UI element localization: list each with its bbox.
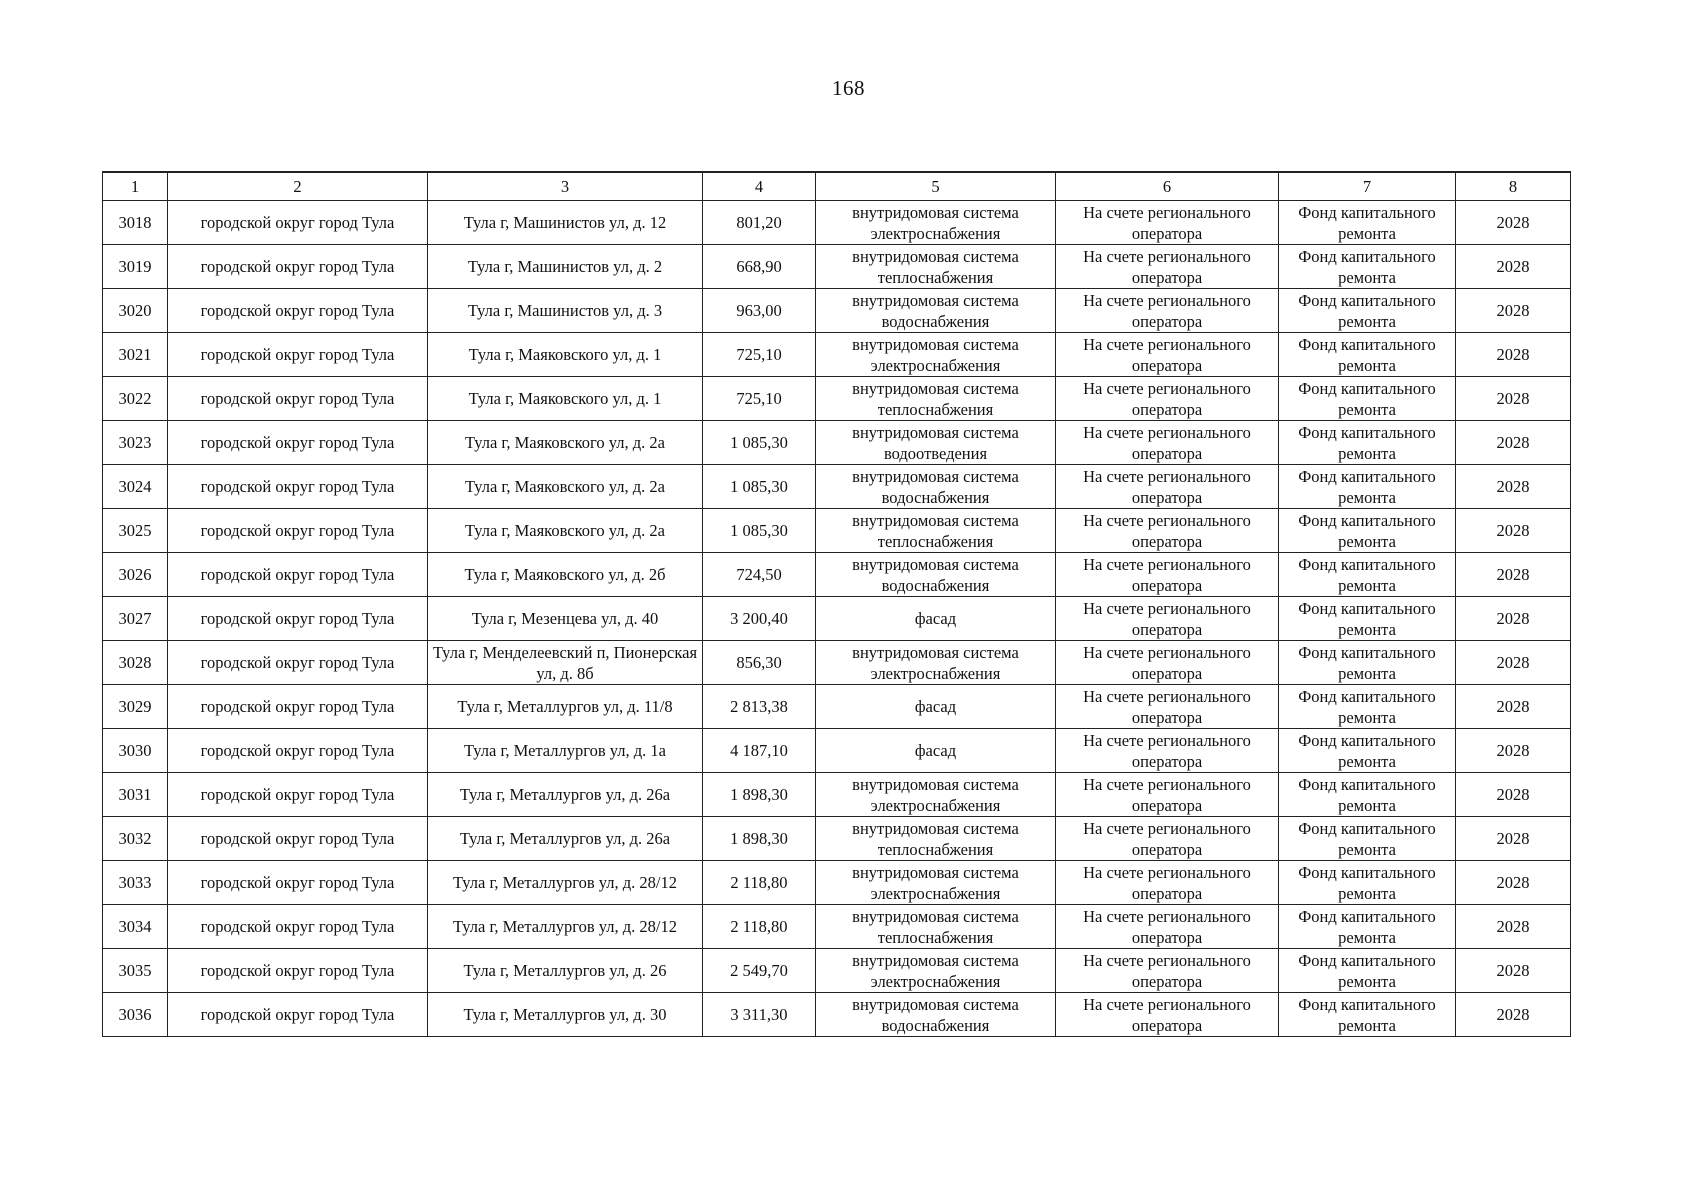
area-cell: 1 085,30: [703, 509, 816, 553]
year-cell: 2028: [1456, 817, 1571, 861]
table-row: [103, 729, 1571, 773]
table-row: [103, 817, 1571, 861]
row-number-cell: 3032: [103, 817, 168, 861]
work-type-cell: внутридомовая система электроснабжения: [816, 201, 1056, 245]
municipality-cell: городской округ город Тула: [168, 553, 428, 597]
area-cell: 1 085,30: [703, 421, 816, 465]
area-cell: 2 118,80: [703, 861, 816, 905]
address-cell: Тула г, Металлургов ул, д. 30: [428, 993, 703, 1037]
table-row: [103, 905, 1571, 949]
funding-source-cell: Фонд капитального ремонта: [1279, 773, 1456, 817]
address-cell: Тула г, Мезенцева ул, д. 40: [428, 597, 703, 641]
column-header-7: 7: [1279, 172, 1456, 201]
area-cell: 963,00: [703, 289, 816, 333]
municipality-cell: городской округ город Тула: [168, 729, 428, 773]
funding-source-cell: Фонд капитального ремонта: [1279, 905, 1456, 949]
column-header-5: 5: [816, 172, 1056, 201]
work-type-cell: внутридомовая система теплоснабжения: [816, 245, 1056, 289]
table-row: [103, 993, 1571, 1037]
municipality-cell: городской округ город Тула: [168, 333, 428, 377]
funding-source-cell: Фонд капитального ремонта: [1279, 949, 1456, 993]
work-type-cell: внутридомовая система теплоснабжения: [816, 377, 1056, 421]
work-type-cell: внутридомовая система электроснабжения: [816, 861, 1056, 905]
area-cell: 1 085,30: [703, 465, 816, 509]
year-cell: 2028: [1456, 861, 1571, 905]
funding-source-cell: Фонд капитального ремонта: [1279, 245, 1456, 289]
municipality-cell: городской округ город Тула: [168, 245, 428, 289]
repair-schedule-table: [102, 171, 1571, 1037]
funding-source-cell: Фонд капитального ремонта: [1279, 377, 1456, 421]
address-cell: Тула г, Маяковского ул, д. 2а: [428, 421, 703, 465]
work-type-cell: внутридомовая система теплоснабжения: [816, 905, 1056, 949]
year-cell: 2028: [1456, 641, 1571, 685]
work-type-cell: внутридомовая система теплоснабжения: [816, 817, 1056, 861]
row-number-cell: 3035: [103, 949, 168, 993]
column-header-2: 2: [168, 172, 428, 201]
work-type-cell: внутридомовая система водоснабжения: [816, 993, 1056, 1037]
table-row: [103, 509, 1571, 553]
row-number-cell: 3031: [103, 773, 168, 817]
year-cell: 2028: [1456, 553, 1571, 597]
address-cell: Тула г, Маяковского ул, д. 2а: [428, 509, 703, 553]
column-header-8: 8: [1456, 172, 1571, 201]
address-cell: Тула г, Металлургов ул, д. 26а: [428, 817, 703, 861]
fund-location-cell: На счете регионального оператора: [1056, 773, 1279, 817]
work-type-cell: внутридомовая система электроснабжения: [816, 949, 1056, 993]
municipality-cell: городской округ город Тула: [168, 773, 428, 817]
municipality-cell: городской округ город Тула: [168, 597, 428, 641]
fund-location-cell: На счете регионального оператора: [1056, 553, 1279, 597]
header-row: [103, 172, 1571, 201]
table-row: [103, 597, 1571, 641]
fund-location-cell: На счете регионального оператора: [1056, 245, 1279, 289]
year-cell: 2028: [1456, 685, 1571, 729]
table-row: [103, 553, 1571, 597]
fund-location-cell: На счете регионального оператора: [1056, 641, 1279, 685]
municipality-cell: городской округ город Тула: [168, 949, 428, 993]
fund-location-cell: На счете регионального оператора: [1056, 377, 1279, 421]
column-header-4: 4: [703, 172, 816, 201]
table-row: [103, 333, 1571, 377]
fund-location-cell: На счете регионального оператора: [1056, 465, 1279, 509]
row-number-cell: 3027: [103, 597, 168, 641]
municipality-cell: городской округ город Тула: [168, 817, 428, 861]
address-cell: Тула г, Машинистов ул, д. 12: [428, 201, 703, 245]
work-type-cell: внутридомовая система водоснабжения: [816, 289, 1056, 333]
municipality-cell: городской округ город Тула: [168, 993, 428, 1037]
table-row: [103, 289, 1571, 333]
row-number-cell: 3024: [103, 465, 168, 509]
area-cell: 856,30: [703, 641, 816, 685]
area-cell: 2 118,80: [703, 905, 816, 949]
row-number-cell: 3036: [103, 993, 168, 1037]
fund-location-cell: На счете регионального оператора: [1056, 289, 1279, 333]
table-row: [103, 377, 1571, 421]
column-header-1: 1: [103, 172, 168, 201]
fund-location-cell: На счете регионального оператора: [1056, 597, 1279, 641]
year-cell: 2028: [1456, 597, 1571, 641]
area-cell: 668,90: [703, 245, 816, 289]
table-body: [103, 201, 1571, 1037]
fund-location-cell: На счете регионального оператора: [1056, 685, 1279, 729]
row-number-cell: 3018: [103, 201, 168, 245]
work-type-cell: внутридомовая система электроснабжения: [816, 773, 1056, 817]
address-cell: Тула г, Маяковского ул, д. 2а: [428, 465, 703, 509]
fund-location-cell: На счете регионального оператора: [1056, 949, 1279, 993]
year-cell: 2028: [1456, 509, 1571, 553]
funding-source-cell: Фонд капитального ремонта: [1279, 509, 1456, 553]
municipality-cell: городской округ город Тула: [168, 421, 428, 465]
work-type-cell: внутридомовая система водоотведения: [816, 421, 1056, 465]
funding-source-cell: Фонд капитального ремонта: [1279, 729, 1456, 773]
row-number-cell: 3023: [103, 421, 168, 465]
table-row: [103, 949, 1571, 993]
fund-location-cell: На счете регионального оператора: [1056, 993, 1279, 1037]
fund-location-cell: На счете регионального оператора: [1056, 817, 1279, 861]
municipality-cell: городской округ город Тула: [168, 465, 428, 509]
funding-source-cell: Фонд капитального ремонта: [1279, 289, 1456, 333]
fund-location-cell: На счете регионального оператора: [1056, 421, 1279, 465]
work-type-cell: фасад: [816, 729, 1056, 773]
year-cell: 2028: [1456, 949, 1571, 993]
fund-location-cell: На счете регионального оператора: [1056, 201, 1279, 245]
table-row: [103, 421, 1571, 465]
address-cell: Тула г, Менделеевский п, Пионерская ул, д. 8б: [428, 641, 703, 685]
funding-source-cell: Фонд капитального ремонта: [1279, 333, 1456, 377]
funding-source-cell: Фонд капитального ремонта: [1279, 817, 1456, 861]
address-cell: Тула г, Металлургов ул, д. 26: [428, 949, 703, 993]
area-cell: 2 813,38: [703, 685, 816, 729]
work-type-cell: внутридомовая система водоснабжения: [816, 553, 1056, 597]
area-cell: 724,50: [703, 553, 816, 597]
work-type-cell: внутридомовая система водоснабжения: [816, 465, 1056, 509]
row-number-cell: 3029: [103, 685, 168, 729]
year-cell: 2028: [1456, 333, 1571, 377]
year-cell: 2028: [1456, 465, 1571, 509]
column-header-6: 6: [1056, 172, 1279, 201]
funding-source-cell: Фонд капитального ремонта: [1279, 641, 1456, 685]
funding-source-cell: Фонд капитального ремонта: [1279, 201, 1456, 245]
row-number-cell: 3033: [103, 861, 168, 905]
fund-location-cell: На счете регионального оператора: [1056, 333, 1279, 377]
address-cell: Тула г, Маяковского ул, д. 1: [428, 333, 703, 377]
funding-source-cell: Фонд капитального ремонта: [1279, 597, 1456, 641]
area-cell: 1 898,30: [703, 817, 816, 861]
municipality-cell: городской округ город Тула: [168, 861, 428, 905]
funding-source-cell: Фонд капитального ремонта: [1279, 861, 1456, 905]
area-cell: 2 549,70: [703, 949, 816, 993]
fund-location-cell: На счете регионального оператора: [1056, 861, 1279, 905]
address-cell: Тула г, Металлургов ул, д. 1а: [428, 729, 703, 773]
row-number-cell: 3019: [103, 245, 168, 289]
row-number-cell: 3026: [103, 553, 168, 597]
row-number-cell: 3022: [103, 377, 168, 421]
address-cell: Тула г, Металлургов ул, д. 26а: [428, 773, 703, 817]
municipality-cell: городской округ город Тула: [168, 201, 428, 245]
table-row: [103, 245, 1571, 289]
table-row: [103, 201, 1571, 245]
year-cell: 2028: [1456, 289, 1571, 333]
area-cell: 3 311,30: [703, 993, 816, 1037]
work-type-cell: фасад: [816, 685, 1056, 729]
funding-source-cell: Фонд капитального ремонта: [1279, 465, 1456, 509]
municipality-cell: городской округ город Тула: [168, 641, 428, 685]
table-row: [103, 641, 1571, 685]
funding-source-cell: Фонд капитального ремонта: [1279, 685, 1456, 729]
area-cell: 725,10: [703, 377, 816, 421]
municipality-cell: городской округ город Тула: [168, 377, 428, 421]
year-cell: 2028: [1456, 905, 1571, 949]
area-cell: 725,10: [703, 333, 816, 377]
year-cell: 2028: [1456, 773, 1571, 817]
row-number-cell: 3028: [103, 641, 168, 685]
address-cell: Тула г, Металлургов ул, д. 28/12: [428, 905, 703, 949]
address-cell: Тула г, Маяковского ул, д. 1: [428, 377, 703, 421]
area-cell: 1 898,30: [703, 773, 816, 817]
year-cell: 2028: [1456, 729, 1571, 773]
table-row: [103, 861, 1571, 905]
funding-source-cell: Фонд капитального ремонта: [1279, 993, 1456, 1037]
address-cell: Тула г, Металлургов ул, д. 11/8: [428, 685, 703, 729]
table-row: [103, 465, 1571, 509]
area-cell: 3 200,40: [703, 597, 816, 641]
area-cell: 801,20: [703, 201, 816, 245]
municipality-cell: городской округ город Тула: [168, 685, 428, 729]
address-cell: Тула г, Машинистов ул, д. 2: [428, 245, 703, 289]
row-number-cell: 3030: [103, 729, 168, 773]
municipality-cell: городской округ город Тула: [168, 509, 428, 553]
year-cell: 2028: [1456, 377, 1571, 421]
address-cell: Тула г, Машинистов ул, д. 3: [428, 289, 703, 333]
year-cell: 2028: [1456, 245, 1571, 289]
row-number-cell: 3025: [103, 509, 168, 553]
table-row: [103, 773, 1571, 817]
address-cell: Тула г, Маяковского ул, д. 2б: [428, 553, 703, 597]
work-type-cell: внутридомовая система теплоснабжения: [816, 509, 1056, 553]
work-type-cell: фасад: [816, 597, 1056, 641]
municipality-cell: городской округ город Тула: [168, 289, 428, 333]
row-number-cell: 3021: [103, 333, 168, 377]
work-type-cell: внутридомовая система электроснабжения: [816, 333, 1056, 377]
fund-location-cell: На счете регионального оператора: [1056, 729, 1279, 773]
funding-source-cell: Фонд капитального ремонта: [1279, 553, 1456, 597]
year-cell: 2028: [1456, 201, 1571, 245]
column-header-3: 3: [428, 172, 703, 201]
table-row: [103, 685, 1571, 729]
funding-source-cell: Фонд капитального ремонта: [1279, 421, 1456, 465]
address-cell: Тула г, Металлургов ул, д. 28/12: [428, 861, 703, 905]
page-number: 168: [832, 76, 865, 100]
municipality-cell: городской округ город Тула: [168, 905, 428, 949]
fund-location-cell: На счете регионального оператора: [1056, 509, 1279, 553]
area-cell: 4 187,10: [703, 729, 816, 773]
row-number-cell: 3020: [103, 289, 168, 333]
work-type-cell: внутридомовая система электроснабжения: [816, 641, 1056, 685]
fund-location-cell: На счете регионального оператора: [1056, 905, 1279, 949]
year-cell: 2028: [1456, 421, 1571, 465]
row-number-cell: 3034: [103, 905, 168, 949]
year-cell: 2028: [1456, 993, 1571, 1037]
